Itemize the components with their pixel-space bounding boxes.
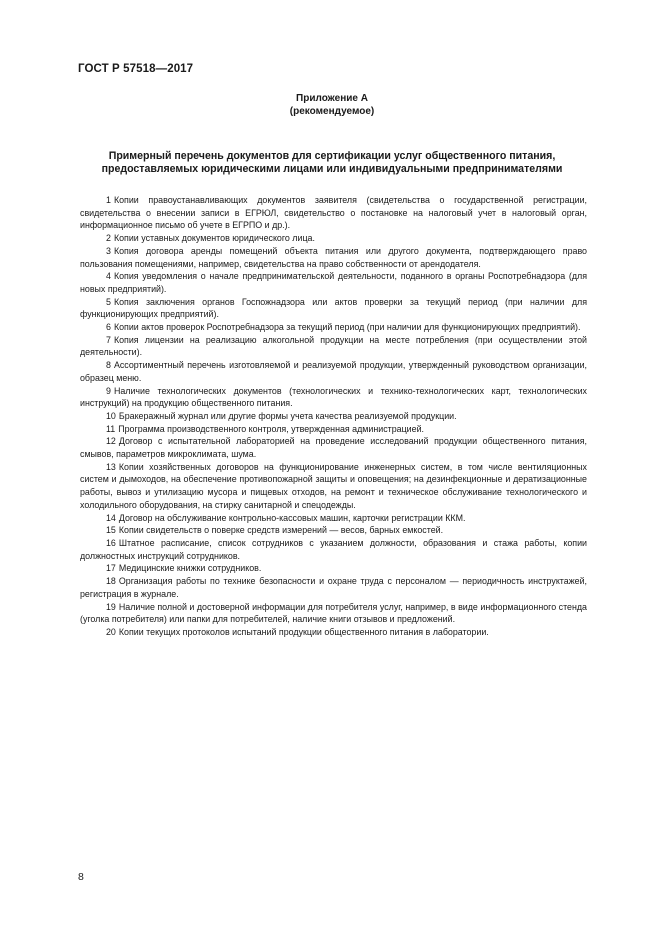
- item-number: 3: [106, 245, 111, 256]
- item-number: 11: [106, 423, 116, 434]
- item-text: Медицинские книжки сотрудников.: [118, 563, 262, 574]
- item-text: Копии уставных документов юридического лица.: [113, 233, 315, 244]
- list-item: [80, 334, 587, 359]
- item-text: Штатное расписание, список сотрудников с указанием должности, образования и стажа работы, копии должностных инструкций сотрудников.: [80, 537, 587, 561]
- item-text: Программа производственного контроля, утвержденная администрацией.: [118, 423, 424, 434]
- item-text: Копии текущих протоколов испытаний продукции общественного питания в лаборатории.: [118, 626, 489, 637]
- list-item: [80, 461, 587, 512]
- list-item: [80, 385, 587, 410]
- list-item: [80, 194, 587, 232]
- list-item: [80, 296, 587, 321]
- item-number: 19: [106, 601, 116, 612]
- item-text: Копия заключения органов Госпожнадзора или актов проверки за текущий период (при наличии для функционирующих предприятий).: [80, 296, 587, 320]
- list-item: [80, 245, 587, 270]
- item-number: 10: [106, 410, 116, 421]
- item-text: Копии свидетельств о поверке средств измерений — весов, барных емкостей.: [118, 525, 444, 536]
- item-text: Договор на обслуживание контрольно-кассовых машин, карточки регистрации ККМ.: [118, 512, 466, 523]
- list-item: [80, 423, 587, 436]
- list-item: [80, 232, 587, 245]
- item-text: Наличие полной и достоверной информации для потребителя услуг, например, в виде информационного стенда (уголка потребителя) или папки для потребителей, наличие книги отзывов и предложений.: [80, 601, 587, 625]
- document-title-line-1: Примерный перечень документов для сертификации услуг общественного питания,: [108, 150, 556, 162]
- item-text: Копии правоустанавливающих документов заявителя (свидетельства о государственной регистрации, свидетельства о внесении записи в ЕГРЮЛ, свидетельство о постановке на налоговый учет в налоговый орган, информационное письмо об учете в ЕГРПО и др.).: [80, 195, 587, 231]
- document-title-line-2: предоставляемых юридическими лицами или индивидуальными предпринимателями: [101, 163, 563, 175]
- item-number: 9: [106, 385, 111, 396]
- standard-designation: ГОСТ Р 57518—2017: [78, 63, 194, 75]
- list-item: [80, 562, 587, 575]
- item-number: 8: [106, 360, 111, 371]
- item-number: 2: [106, 233, 111, 244]
- item-number: 7: [106, 334, 111, 345]
- appendix-title: Приложение А: [296, 93, 368, 104]
- appendix-subtitle: (рекомендуемое): [289, 106, 375, 117]
- appendix-heading: [78, 92, 586, 118]
- list-item: [80, 601, 587, 626]
- list-item: [80, 537, 587, 562]
- item-text: Наличие технологических документов (технологических и технико-технологических карт, технологических инструкций) на продукцию общественного питания.: [80, 385, 587, 409]
- document-title: [78, 150, 586, 176]
- page-number: 8: [78, 871, 84, 883]
- document-list: [80, 194, 587, 639]
- item-text: Копия уведомления о начале предпринимательской деятельности, поданного в органы Роспотребнадзора (для новых предприятий).: [80, 271, 587, 294]
- item-text: Бракеражный журнал или другие формы учета качества реализуемой продукции.: [118, 410, 457, 421]
- item-text: Копия лицензии на реализацию алкогольной продукции на месте потребления (при осуществлении этой деятельности).: [80, 334, 587, 358]
- item-text: Копии актов проверок Роспотребнадзора за текущий период (при наличии для функционирующих предприятий).: [113, 322, 581, 333]
- item-number: 6: [106, 322, 111, 333]
- item-text: Копия договора аренды помещений объекта питания или другого документа, подтверждающего право пользования помещениями, например, свидетельства на право собственности от арендодателя.: [80, 245, 587, 269]
- list-item: [80, 575, 587, 600]
- list-item: [80, 512, 587, 525]
- list-item: [80, 410, 587, 423]
- item-text: Организация работы по технике безопасности и охране труда с персоналом — периодичность инструктажей, регистрация в журнале.: [80, 576, 587, 599]
- list-item: [80, 270, 587, 295]
- item-number: 16: [106, 537, 116, 548]
- item-number: 5: [106, 296, 111, 307]
- list-item: [80, 321, 587, 334]
- item-number: 13: [106, 461, 116, 472]
- list-item: [80, 435, 587, 460]
- item-number: 1: [106, 195, 111, 205]
- item-number: 20: [106, 626, 116, 637]
- list-item: [80, 626, 587, 639]
- item-text: Копии хозяйственных договоров на функционирование инженерных систем, в том числе вентиляционных систем и дымоходов, на обеспечение противопожарной защиты и оповещения; на дезинфекционные и дератизационные работы, вывоз и утилизацию мусора и пищевых отходов, на ремонт и техническое обслуживание технологического и холодильного оборудования, на стирку санитарной и спецодежды.: [80, 461, 587, 510]
- item-number: 15: [106, 525, 116, 536]
- list-item: [80, 359, 587, 384]
- item-number: 14: [106, 512, 116, 523]
- item-number: 12: [106, 436, 116, 447]
- item-text: Договор с испытательной лабораторией на проведение исследований продукции общественного питания, смывов, параметров микроклимата, шума.: [80, 436, 587, 460]
- item-number: 17: [106, 563, 116, 574]
- item-number: 4: [106, 271, 111, 282]
- list-item: [80, 524, 587, 537]
- item-text: Ассортиментный перечень изготовляемой и реализуемой продукции, утвержденный руководством организации, образец меню.: [80, 360, 587, 383]
- item-number: 18: [106, 576, 116, 587]
